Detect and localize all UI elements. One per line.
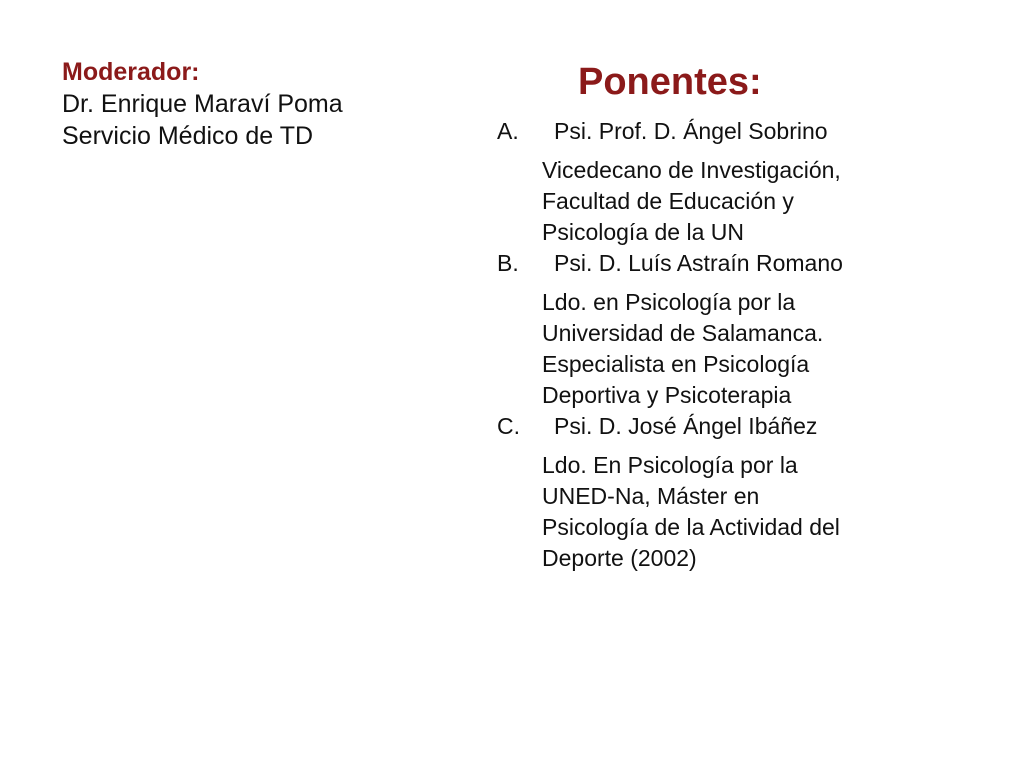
speaker-letter: A. xyxy=(497,118,519,144)
speaker-item-b xyxy=(497,248,917,411)
speaker-detail-line: Universidad de Salamanca. xyxy=(542,320,824,346)
speaker-detail-line: Deporte (2002) xyxy=(542,545,697,571)
speaker-name-row xyxy=(497,411,917,442)
speaker-detail-line: Ldo. En Psicología por la xyxy=(542,452,798,478)
speaker-detail-line: Facultad de Educación y xyxy=(542,188,794,214)
speaker-name-row xyxy=(497,116,917,147)
speaker-item-a xyxy=(497,116,917,248)
speaker-detail-line: UNED-Na, Máster en xyxy=(542,483,760,509)
speaker-detail-line: Vicedecano de Investigación, xyxy=(542,157,841,183)
speaker-name: Psi. D. Luís Astraín Romano xyxy=(554,250,843,276)
speaker-detail xyxy=(542,450,917,574)
moderator-heading: Moderador: xyxy=(62,58,200,86)
speaker-detail-line: Psicología de la Actividad del xyxy=(542,514,840,540)
speaker-name: Psi. D. José Ángel Ibáñez xyxy=(554,413,818,439)
speaker-name-row xyxy=(497,248,917,279)
speaker-detail-line: Ldo. en Psicología por la xyxy=(542,289,796,315)
speaker-detail xyxy=(542,287,917,411)
moderator-block xyxy=(62,56,462,152)
speaker-detail-line: Deportiva y Psicoterapia xyxy=(542,382,792,408)
speaker-letter: C. xyxy=(497,413,520,439)
speaker-letter: B. xyxy=(497,250,519,276)
speaker-item-c xyxy=(497,411,917,574)
speaker-detail xyxy=(542,155,917,248)
speakers-title: Ponentes: xyxy=(578,61,762,103)
speaker-detail-line: Psicología de la UN xyxy=(542,219,744,245)
speaker-name: Psi. Prof. D. Ángel Sobrino xyxy=(554,118,828,144)
speaker-detail-line: Especialista en Psicología xyxy=(542,351,810,377)
moderator-name: Dr. Enrique Maraví Poma xyxy=(62,90,343,118)
moderator-service: Servicio Médico de TD xyxy=(62,122,314,150)
speakers-list xyxy=(497,116,917,574)
